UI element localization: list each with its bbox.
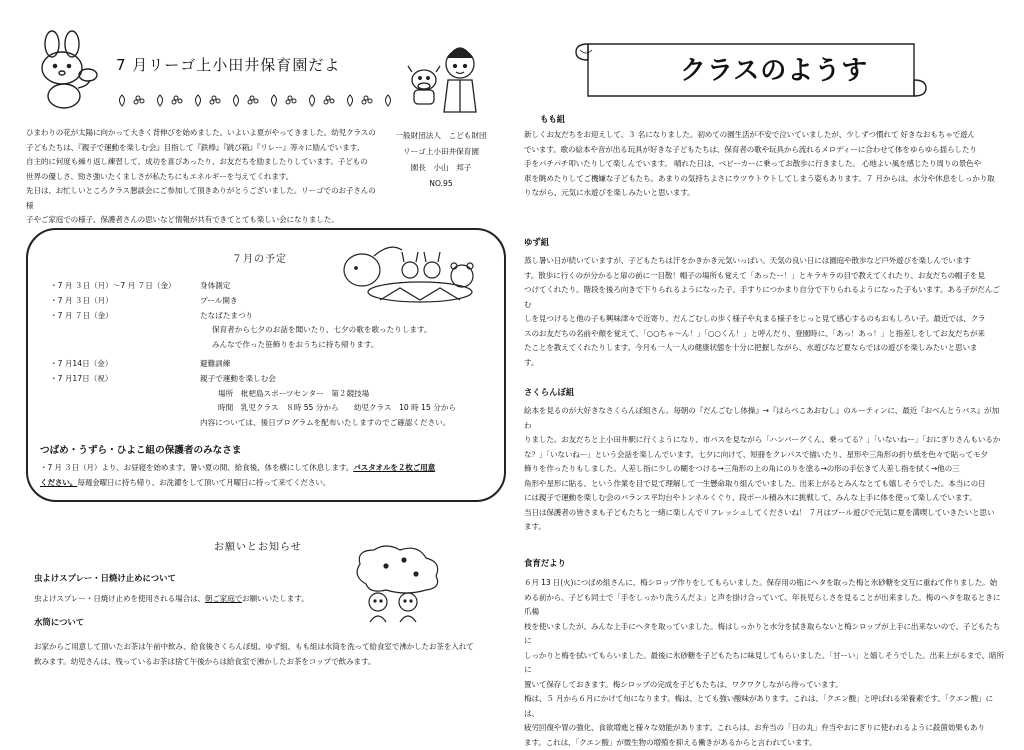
yuzu-line: スのお友だちの名前や顔を覚えて、「○○ちゃ～ん！」「○○くん！」と呼んだり、登園時に、「あっ！あっ！」と指差しをしてお友だちが来: [524, 327, 1004, 342]
sakuranbo-line: 絵本を見るのが大好きなさくらんぼ組さん。毎朝の『だんごむし体操』→『はらぺこあおむし』のルーティンに、最近『おべんとうバス』が加わ: [524, 404, 1004, 433]
sakuranbo-line: には親子で運動を楽しむ会のバランス平均台やトンネルくぐり、段ボール積み木に挑戦して、みんな上手に体を使って楽しんでいます。: [524, 491, 1004, 506]
yuzu-line: 蒸し暑い日が続いていますが、子どもたちは汗をかきかき元気いっぱい。天気の良い日には園庭や散歩など戸外遊びを楽しんでいます: [524, 254, 1004, 269]
schedule-list: [50, 279, 480, 431]
schedule-row: [50, 309, 480, 324]
publisher-info: [386, 128, 496, 192]
momo-class-text: [524, 128, 1004, 201]
sports-day-place: 場所 枇杷島スポーツセンター 第２競技場: [50, 387, 480, 402]
food-line: 疲労回復や胃の強化、食欲増進と様々な効能があります。これらは、お弁当の「日の丸」弁当やおにぎりに使われるように殺菌効果もあり: [524, 721, 1004, 736]
sakuranbo-line: 当日は保護者の皆さまも子どもたちと一緒に楽しんでリフレッシュしてくださいね！ ７月はプール遊びで元気に夏を満喫していきたいと思い: [524, 506, 1004, 521]
bug-spray-title: 虫よけスプレー・日焼け止めについて: [34, 572, 176, 584]
food-education-text: [524, 576, 1004, 750]
sakuranbo-line: 角形や星形に貼る、という作業を目で見て理解して一生懸命取り組んでいました。出来上がるとみんなとても嬉しそうでした。本当にの日: [524, 477, 1004, 492]
momo-class-title: もも組: [540, 113, 565, 125]
yuzu-line: たことを教えてくれたりします。今月も一人一人の健康状態を十分に把握しながら、水遊びなど夏ならではの遊びを楽しみたいと思いま: [524, 341, 1004, 356]
schedule-heading: ７月の予定: [232, 250, 287, 265]
parents-notice-text: 毎週金曜日に持ち帰り、お洗濯をして頂いて月曜日に持って来てください。: [77, 478, 330, 487]
yuzu-line: す。: [524, 356, 1004, 371]
schedule-date: ・7 月 ３日（月）: [50, 294, 200, 309]
bug-spray-text-part: お願いいたします。: [242, 594, 308, 603]
child-and-cow-illustration: [408, 36, 488, 116]
schedule-event: たなばたまつり: [200, 309, 253, 324]
schedule-row: [50, 294, 480, 309]
bath-towel-request: ください。: [40, 478, 77, 487]
water-bottle-title: 水筒について: [34, 616, 84, 628]
sakuranbo-class-text: [524, 404, 1004, 535]
intro-line: 世界の優しさ、勁さ強いたくましさが私たちにもエネルギーを与えてくれます。: [26, 170, 376, 185]
schedule-row: [50, 357, 480, 372]
sports-day-note: 内容については、後日プログラムを配布いたしますのでご確認ください。: [50, 416, 480, 431]
strawberry-border-decoration: [116, 92, 406, 108]
yuzu-line: しを見つけると他の子も興味津々で近寄り、だんごむしの歩く様子や丸まる様子をじっと見て感心するのもおもしろい子。最近では、クラ: [524, 312, 1004, 327]
schedule-date: ・7 月 ７日（金）: [50, 309, 200, 324]
schedule-event: 避難訓練: [200, 357, 230, 372]
bug-spray-text: [34, 592, 309, 607]
parents-notice: [40, 461, 500, 490]
newsletter-title: 7 月リーゴ上小田井保育園だよ: [116, 54, 340, 75]
momo-line: でいます。歌の絵本や音が出る玩具が好きな子どもたちは、保育者の歌や玩具から流れるメロディーに合わせて体をゆらゆら揺らしたり: [524, 143, 1004, 158]
bath-towel-request: バスタオルを２枚ご用意: [353, 463, 435, 472]
tree-kids-illustration: [346, 544, 466, 624]
bug-spray-text-part: 虫よけスプレー・日焼け止めを使用される場合は、: [34, 594, 205, 603]
food-line: ６月 13 日(火)につばめ組さんに、梅シロップ作りをしてもらいました。保存用の瓶にヘタを取った梅と氷砂糖を交互に重ねて作りました。始: [524, 576, 1004, 591]
intro-line: 先日は、お忙しいところクラス懇談会にご参加して頂きありがとうございました。リーゴでのお子さんの様: [26, 184, 376, 213]
tanabata-note: 保育者から七夕のお話を聞いたり、七夕の歌を歌ったりします。: [50, 323, 480, 338]
schedule-date: ・7 月 ３日（月）～7 月 ７日（金）: [50, 279, 200, 294]
notices-heading: お願いとお知らせ: [214, 538, 302, 553]
parents-notice-text: ・7 月 ３日（月）より、お昼寝を始めます。暑い夏の間、給食後、体を横にして休息します。: [40, 463, 353, 472]
tanabata-note: みんなで作った笹飾りをおうちに持ち帰ります。: [50, 338, 480, 353]
schedule-date: ・7 月14日（金）: [50, 357, 200, 372]
water-bottle-text: [34, 640, 504, 669]
water-bottle-line: 飲みます。幼児さんは、残っているお茶は捨て午後からは給食室で沸かしたお茶をコップで飲みます。: [34, 655, 504, 670]
intro-line: 子どもたちは、『親子で運動を楽しむ会』目指して『鉄棒』『跳び箱』『リレー』等々に励んでいます。: [26, 141, 376, 156]
publisher-org: 一般財団法人 こども財団: [386, 128, 496, 144]
schedule-event: プール開き: [200, 294, 238, 309]
momo-line: 新しくお友だちをお迎えして、３ 名になりました。初めての園生活が不安で泣いていましたが、少しずつ慣れて 好きなおもちゃで遊ん: [524, 128, 1004, 143]
yuzu-line: つけてくれたり。階段を後ろ向きで下りられるようになった子、手すりにつかまり自分で下りられるようになった子もいます。ある子がだんごむ: [524, 283, 1004, 312]
momo-line: 車を眺めたりしてご機嫌な子どもたち。あまりの気持ちよさにウツウトウトしてしまう姿もあります。７ 月からは、水分や休息をしっかり取: [524, 172, 1004, 187]
schedule-row: [50, 279, 480, 294]
food-line: める前から、子ども同士で「手をしっかり洗うんだよ」と声を掛け合っていて、年長児らしさを見ることが出来ました。梅のヘタを取るときに爪楊: [524, 591, 1004, 620]
issue-number: NO.95: [386, 176, 496, 192]
schedule-event: 親子で運動を楽しむ会: [200, 372, 276, 387]
sakuranbo-class-title: さくらんぼ組: [524, 386, 574, 398]
intro-line: 子やご家庭での様子、保護者さんの思いなど情報が共有できてとても楽しい会になりました。: [26, 213, 376, 228]
classes-heading: クラスのようす: [680, 50, 868, 87]
intro-line: 自主的に何度も繰り返し練習して、成功を喜びあったり、お友だちを励ましたりしています。子どもの: [26, 155, 376, 170]
momo-line: りながら、元気に水遊びを楽しみたいと思います。: [524, 186, 1004, 201]
schedule-date: ・7 月17日（祝）: [50, 372, 200, 387]
water-bottle-line: お家からご用意して頂いたお茶は午前中飲み、給食後さくらんぼ組、ゆず組、もも組は水筒を洗って給食室で沸かしたお茶を入れて: [34, 640, 504, 655]
bunny-illustration: [28, 30, 108, 110]
sakuranbo-line: 飾りを作ったりもしました。人差し指に少しの糊をつける→三角形の上の角にのりを塗る→の形の手伝きて人差し指を拭く→他の三: [524, 462, 1004, 477]
yuzu-class-text: [524, 254, 1004, 370]
momo-line: 手をパチパチ叩いたりして楽しんでいます。 晴れた日は、ベビーカーに乗ってお散歩に行きました。 心地よい風を感じたり周りの景色や: [524, 157, 1004, 172]
sakuranbo-line: ます。: [524, 520, 1004, 535]
food-line: ます。これは、「クエン酸」が微生物の増殖を抑える働きがあるからと言われています。: [524, 736, 1004, 750]
bug-spray-home-note: 朝ご家庭で: [205, 594, 242, 603]
sports-day-time: 時間 乳児クラス ８時 55 分から 幼児クラス 10 時 15 分から: [50, 401, 480, 416]
intro-text: [26, 126, 376, 228]
yuzu-class-title: ゆず組: [524, 236, 549, 248]
publisher-school: リーゴ上小田井保育園: [386, 144, 496, 160]
schedule-row: [50, 372, 480, 387]
yuzu-line: す。散歩に行くのが分かると扉の前に一目散！帽子の場所も覚えて「あったー！」とキラキラの目で教えてくれたり、お友だちの帽子を見: [524, 269, 1004, 284]
food-line: しっかりと梅を拭いてもらいました。最後に氷砂糖を子どもたちに味見してもらいました。「甘ーい」と嬉しそうでした。出来上がるまで、暗所に: [524, 649, 1004, 678]
food-line: 置いて保存しておきます。梅シロップの完成を子どもたちは、ワクワクしながら待っています。: [524, 678, 1004, 693]
food-line: 梅は、５ 月から６月にかけて旬になります。梅は、とても強い酸味があります。これは、「クエン酸」と呼ばれる栄養素です。「クエン酸」には、: [524, 692, 1004, 721]
food-line: 枝を使いましたが、みんな上手にヘタを取っていました。梅はしっかりと水分を拭き取らないと梅シロップが上手に出来ないので、子どもたちに: [524, 620, 1004, 649]
food-education-title: 食育だより: [524, 557, 566, 569]
intro-line: ひまわりの花が太陽に向かって大きく背伸びを始めました。いよいよ夏がやってきました。幼児クラスの: [26, 126, 376, 141]
parents-heading: つばめ・うずら・ひよこ組の保護者のみなさま: [40, 442, 241, 456]
schedule-event: 身体測定: [200, 279, 230, 294]
publisher-director: 園長 小山 邦子: [386, 160, 496, 176]
sakuranbo-line: な？」「いないねー」という会話を楽しんでいます。七夕に向けて、短冊をクレパスで描いたり、星形や三角形の折り紙を色々で貼ってモ夕: [524, 448, 1004, 463]
sakuranbo-line: りました。お友だちと上小田井駅に行くようになり、市バスを見ながら「ハンバーグくん、乗ってる？」「いないねー」「おにぎりさんもいるか: [524, 433, 1004, 448]
